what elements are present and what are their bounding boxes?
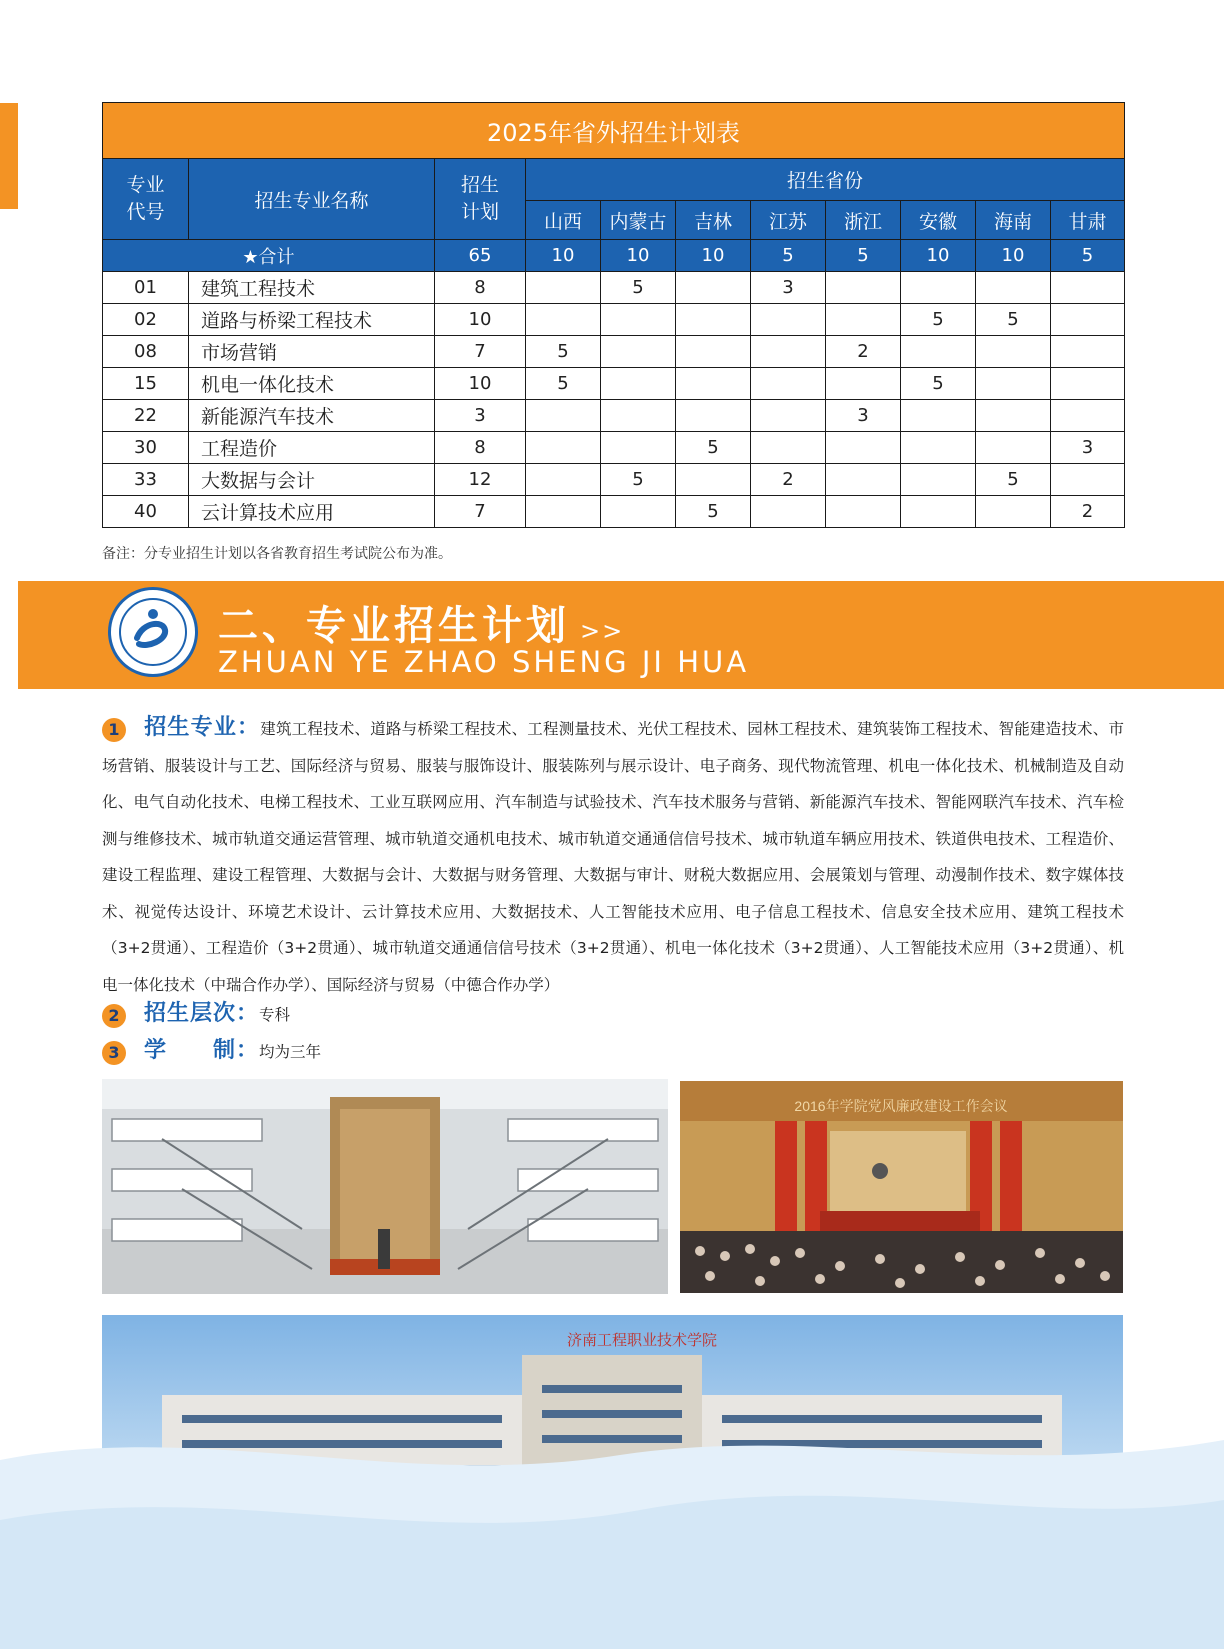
building-sign-text: 济南工程职业技术学院 bbox=[566, 1333, 718, 1349]
row-code: 15 bbox=[103, 368, 189, 400]
row-province-value bbox=[1051, 336, 1125, 368]
section-title: 二、专业招生计划 >> bbox=[218, 603, 625, 649]
duration-label: 学 制： bbox=[144, 1038, 260, 1063]
table-row bbox=[103, 368, 1125, 400]
level-text: 专科 bbox=[259, 1006, 291, 1024]
row-province-value bbox=[901, 400, 976, 432]
row-province-value bbox=[901, 272, 976, 304]
section-subtitle: ZHUAN YE ZHAO SHENG JI HUA bbox=[218, 645, 750, 679]
header-name: 招生专业名称 bbox=[189, 159, 435, 240]
page-edge-tab bbox=[0, 103, 18, 209]
row-province-value bbox=[826, 432, 901, 464]
row-province-value: 5 bbox=[676, 496, 751, 528]
row-province-value: 3 bbox=[751, 272, 826, 304]
row-province-value bbox=[751, 336, 826, 368]
total-value: 5 bbox=[826, 240, 901, 272]
row-province-value bbox=[526, 304, 601, 336]
table-title: 2025年省外招生计划表 bbox=[103, 103, 1125, 159]
hall-banner-text: 2016年学院党风廉政建设工作会议 bbox=[794, 1098, 1008, 1114]
row-province-value: 5 bbox=[976, 304, 1051, 336]
total-row bbox=[103, 240, 1125, 272]
row-plan: 12 bbox=[435, 464, 526, 496]
section-arrows: >> bbox=[580, 617, 625, 645]
province-header: 内蒙古 bbox=[601, 201, 676, 240]
info-level bbox=[102, 996, 1124, 1028]
row-province-value: 2 bbox=[751, 464, 826, 496]
row-name: 道路与桥梁工程技术 bbox=[189, 304, 435, 336]
row-province-value bbox=[976, 432, 1051, 464]
row-province-value bbox=[751, 304, 826, 336]
college-logo-icon bbox=[108, 587, 198, 677]
row-province-value bbox=[526, 400, 601, 432]
row-province-value bbox=[976, 400, 1051, 432]
row-province-value: 5 bbox=[901, 304, 976, 336]
total-label: ★合计 bbox=[103, 240, 435, 272]
table-row bbox=[103, 432, 1125, 464]
table-row bbox=[103, 496, 1125, 528]
total-value: 5 bbox=[1051, 240, 1125, 272]
row-province-value: 3 bbox=[826, 400, 901, 432]
row-province-value bbox=[601, 336, 676, 368]
row-province-value bbox=[901, 496, 976, 528]
row-province-value: 2 bbox=[826, 336, 901, 368]
total-value: 5 bbox=[751, 240, 826, 272]
header-plan: 招生 计划 bbox=[435, 159, 526, 240]
row-code: 02 bbox=[103, 304, 189, 336]
row-province-value bbox=[1051, 304, 1125, 336]
row-province-value: 5 bbox=[676, 432, 751, 464]
atrium-photo bbox=[102, 1079, 668, 1294]
row-code: 01 bbox=[103, 272, 189, 304]
info-duration bbox=[102, 1033, 1124, 1065]
table-row bbox=[103, 272, 1125, 304]
row-province-value bbox=[826, 496, 901, 528]
row-name: 市场营销 bbox=[189, 336, 435, 368]
row-province-value bbox=[601, 496, 676, 528]
row-province-value bbox=[601, 304, 676, 336]
majors-label: 招生专业： bbox=[144, 715, 261, 740]
row-province-value bbox=[676, 272, 751, 304]
row-province-value: 5 bbox=[601, 464, 676, 496]
row-province-value bbox=[1051, 400, 1125, 432]
row-name: 工程造价 bbox=[189, 432, 435, 464]
row-name: 建筑工程技术 bbox=[189, 272, 435, 304]
row-plan: 7 bbox=[435, 336, 526, 368]
row-province-value: 2 bbox=[1051, 496, 1125, 528]
total-value: 10 bbox=[676, 240, 751, 272]
table-note: 备注：分专业招生计划以各省教育招生考试院公布为准。 bbox=[102, 546, 452, 562]
row-province-value bbox=[751, 400, 826, 432]
row-province-value bbox=[976, 336, 1051, 368]
row-province-value bbox=[751, 432, 826, 464]
row-province-value bbox=[676, 400, 751, 432]
total-value: 10 bbox=[901, 240, 976, 272]
row-province-value bbox=[601, 432, 676, 464]
row-province-value bbox=[976, 496, 1051, 528]
row-province-value bbox=[751, 368, 826, 400]
number-badge: 1 bbox=[102, 718, 126, 742]
row-province-value bbox=[901, 432, 976, 464]
info-majors bbox=[102, 710, 1124, 1003]
section-banner bbox=[18, 581, 1224, 689]
row-plan: 10 bbox=[435, 304, 526, 336]
total-value: 10 bbox=[526, 240, 601, 272]
row-plan: 8 bbox=[435, 272, 526, 304]
row-province-value: 5 bbox=[526, 336, 601, 368]
table-row bbox=[103, 464, 1125, 496]
row-name: 机电一体化技术 bbox=[189, 368, 435, 400]
table-row bbox=[103, 336, 1125, 368]
row-province-value: 5 bbox=[526, 368, 601, 400]
row-code: 08 bbox=[103, 336, 189, 368]
province-header: 山西 bbox=[526, 201, 601, 240]
row-province-value bbox=[901, 336, 976, 368]
row-province-value bbox=[826, 304, 901, 336]
province-header: 甘肃 bbox=[1051, 201, 1125, 240]
table-row bbox=[103, 400, 1125, 432]
row-province-value bbox=[976, 368, 1051, 400]
row-province-value: 5 bbox=[901, 368, 976, 400]
row-plan: 10 bbox=[435, 368, 526, 400]
row-name: 新能源汽车技术 bbox=[189, 400, 435, 432]
row-plan: 7 bbox=[435, 496, 526, 528]
row-province-value: 5 bbox=[976, 464, 1051, 496]
level-label: 招生层次： bbox=[144, 1001, 260, 1026]
decorative-wave bbox=[0, 1400, 1224, 1649]
row-province-value bbox=[826, 464, 901, 496]
header-provinces: 招生省份 bbox=[526, 159, 1125, 201]
row-province-value bbox=[1051, 368, 1125, 400]
row-plan: 3 bbox=[435, 400, 526, 432]
number-badge: 2 bbox=[102, 1004, 126, 1028]
row-province-value bbox=[1051, 272, 1125, 304]
row-province-value bbox=[526, 464, 601, 496]
row-province-value bbox=[901, 464, 976, 496]
row-code: 40 bbox=[103, 496, 189, 528]
row-province-value bbox=[976, 272, 1051, 304]
province-header: 吉林 bbox=[676, 201, 751, 240]
row-province-value bbox=[526, 432, 601, 464]
total-plan: 65 bbox=[435, 240, 526, 272]
row-province-value bbox=[826, 368, 901, 400]
majors-text: 建筑工程技术、道路与桥梁工程技术、工程测量技术、光伏工程技术、园林工程技术、建筑装饰工程技术、智能建造技术、市场营销、服装设计与工艺、国际经济与贸易、服装与服饰设计、服装陈列与展示设计、电子商务、现代物流管理、机电一体化技术、机械制造及自动化、电气自动化技术、电梯工程技术、工业互联网应用、汽车制造与试验技术、汽车技术服务与营销、新能源汽车技术、智能网联汽车技术、汽车检测与维修技术、城市轨道交通运营管理、城市轨道交通机电技术、城市轨道交通通信信号技术、城市轨道车辆应用技术、铁道供电技术、工程造价、建设工程监理、建设工程管理、大数据与会计、大数据与财务管理、大数据与审计、财税大数据应用、会展策划与管理、动漫制作技术、数字媒体技术、视觉传达设计、环境艺术设计、云计算技术应用、大数据技术、人工智能技术应用、电子信息工程技术、信息安全技术应用、建筑工程技术（3+2贯通）、工程造价（3+2贯通）、城市轨道交通通信信号技术（3+2贯通）、机电一体化技术（3+2贯通）、人工智能技术应用（3+2贯通）、机电一体化技术（中瑞合作办学）、国际经济与贸易（中德合作办学） bbox=[102, 720, 1124, 994]
province-header: 海南 bbox=[976, 201, 1051, 240]
row-province-value bbox=[676, 368, 751, 400]
row-province-value bbox=[526, 272, 601, 304]
row-code: 30 bbox=[103, 432, 189, 464]
row-name: 云计算技术应用 bbox=[189, 496, 435, 528]
header-code: 专业 代号 bbox=[103, 159, 189, 240]
row-plan: 8 bbox=[435, 432, 526, 464]
duration-text: 均为三年 bbox=[259, 1043, 322, 1061]
row-province-value bbox=[601, 400, 676, 432]
row-province-value bbox=[676, 464, 751, 496]
row-province-value bbox=[601, 368, 676, 400]
row-province-value: 5 bbox=[601, 272, 676, 304]
row-province-value: 3 bbox=[1051, 432, 1125, 464]
meeting-hall-photo bbox=[680, 1081, 1123, 1293]
row-code: 33 bbox=[103, 464, 189, 496]
province-header: 江苏 bbox=[751, 201, 826, 240]
row-province-value bbox=[676, 304, 751, 336]
table-row bbox=[103, 304, 1125, 336]
total-value: 10 bbox=[601, 240, 676, 272]
row-province-value bbox=[526, 496, 601, 528]
enrollment-plan-table bbox=[102, 102, 1125, 528]
row-province-value bbox=[826, 272, 901, 304]
row-province-value bbox=[751, 496, 826, 528]
row-province-value bbox=[1051, 464, 1125, 496]
province-header: 浙江 bbox=[826, 201, 901, 240]
row-code: 22 bbox=[103, 400, 189, 432]
row-name: 大数据与会计 bbox=[189, 464, 435, 496]
province-header: 安徽 bbox=[901, 201, 976, 240]
row-province-value bbox=[676, 336, 751, 368]
total-value: 10 bbox=[976, 240, 1051, 272]
number-badge: 3 bbox=[102, 1041, 126, 1065]
